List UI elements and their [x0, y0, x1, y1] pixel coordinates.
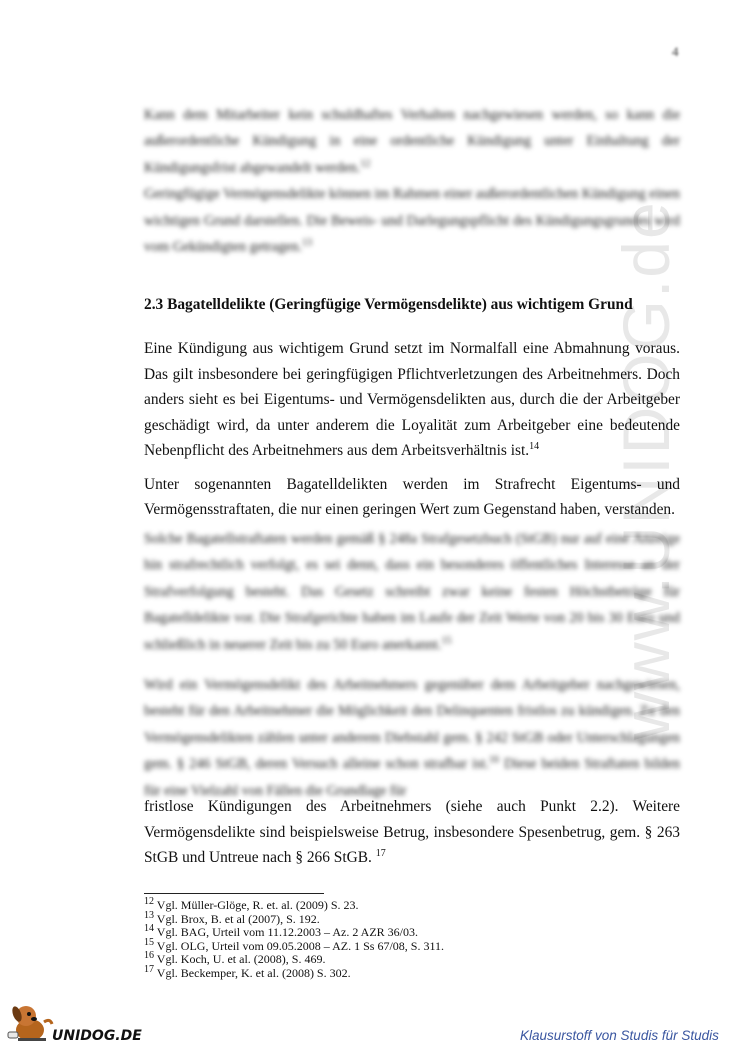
- footnote-separator: [144, 893, 324, 894]
- footnote: $^{14}$ Vgl. BAG, Urteil vom 11.12.2003 – Az. 2 AZR 36/03.: [144, 923, 419, 940]
- unidog-logo: [4, 1002, 154, 1042]
- paragraph-3: fristlose Kündigungen des Arbeitnehmers (siehe auch Punkt 2.2). Weitere Vermögensdelikte sind beispielsweise Betrug, insbesondere Spesenbetrug, gem. § 263 StGB und Untreue nach § 266 StGB. $^{17}$: [144, 798, 680, 866]
- footnote: $^{13}$ Vgl. Brox, B. et al (2007), S. 192.: [144, 909, 320, 926]
- watermark-text: www.UNIDOG.de: [609, 200, 683, 740]
- footnote: $^{15}$ Vgl. OLG, Urteil vom 09.05.2008 – AZ. 1 Ss 67/08, S. 311.: [144, 936, 445, 953]
- section-heading: 2.3 Bagatelldelikte (Geringfügige Vermögensdelikte) aus wichtigem Grund: [144, 296, 633, 313]
- footnote: $^{12}$ Vgl. Müller-Glöge, R. et. al. (2009) S. 23.: [144, 896, 359, 912]
- tagline: Klausurstoff von Studis für Studis: [520, 1028, 719, 1043]
- footnotes: [144, 896, 684, 981]
- logo-text: UNIDOG.DE: [52, 1028, 142, 1044]
- blurred-paragraph-4: Wird ein Vermögensdelikt des Arbeitnehmers gegenüber dem Arbeitgeber nachgewiesen, besteht für den Arbeitnehmer die Möglichkeit den Delinquenten fristlos zu kündigen. Zu den Vermögensdelikten zählen unter anderem Diebstahl gem. § 242 StGB oder Unterschlagungen gem. § 246 StGB, deren Versuch alleine schon strafbar ist.$^{16}$ Diese beiden Straftaten bilden für eine Vielzahl von Fällen die Grundlage für: [144, 677, 680, 799]
- blurred-paragraph-1: Kann dem Mitarbeiter kein schuldhaftes Verhalten nachgewiesen werden, so kann die außerordentliche Kündigung in eine ordentliche Kündigung unter Einhaltung der Kündigungsfrist abgewandelt werden.$^{12}$: [144, 107, 680, 176]
- footnote-ref: 14: [529, 440, 540, 452]
- footnote-ref: 15: [441, 634, 452, 646]
- footnote-ref: 16: [489, 754, 500, 766]
- section-body-end: [144, 794, 680, 879]
- blurred-paragraph-3: Solche Bagatellstraftaten werden gemäß § 248a Strafgesetzbuch (StGB) nur auf eine Anzeige hin strafrechtlich verfolgt, es sei denn, dass ein besonderes öffentliches Interesse an der Strafverfolgung besteht. Das Gesetz schreibt zwar keine festen Höchstbeträge für Bagatelldelikte vor. Die Strafgerichte haben im Laufe der Zeit Werte von 20 bis 30 Euro und schließlich in neuerer Zeit bis zu 50 Euro anerkannt.$^{15}$: [144, 531, 680, 653]
- blurred-paragraph-2: Geringfügige Vermögensdelikte können im Rahmen einer außerordentlichen Kündigung einen wichtigen Grund darstellen. Die Beweis- und Darlegungspflicht des Kündigungsgrundes wird vom Gekündigten getragen.$^{13}$: [144, 186, 680, 256]
- page-number: 4: [672, 44, 679, 59]
- paragraph-2: Unter sogenannten Bagatelldelikten werden im Strafrecht Eigentums- und Vermögensstraftaten, die nur einen geringen Wert zum Gegenstand haben, verstanden.: [144, 475, 680, 518]
- section-body: [144, 336, 680, 523]
- footnote-ref: 13: [302, 237, 312, 249]
- paragraph-1: Eine Kündigung aus wichtigem Grund setzt im Normalfall eine Abmahnung voraus. Das gilt insbesondere bei geringfügigen Pflichtverletzungen des Arbeitnehmers. Doch anders sieht es bei Eigentums- und Vermögensdelikten aus, durch die der Arbeitgeber geschädigt wird, da unter anderem die Loyalität zum Arbeitgeber eine bedeutende Nebenpflicht des Arbeitnehmers aus dem Arbeitsverhältnis ist.$^{14}$: [144, 340, 680, 459]
- footnote-ref: 17: [375, 847, 386, 859]
- blurred-intro: [144, 102, 680, 268]
- footnote-ref: 12: [360, 158, 371, 170]
- footnote: $^{16}$ Vgl. Koch, U. et al. (2008), S. 469.: [144, 950, 326, 967]
- blurred-middle: [144, 526, 680, 804]
- footnote: $^{17}$ Vgl. Beckemper, K. et al. (2008) S. 302.: [144, 963, 351, 980]
